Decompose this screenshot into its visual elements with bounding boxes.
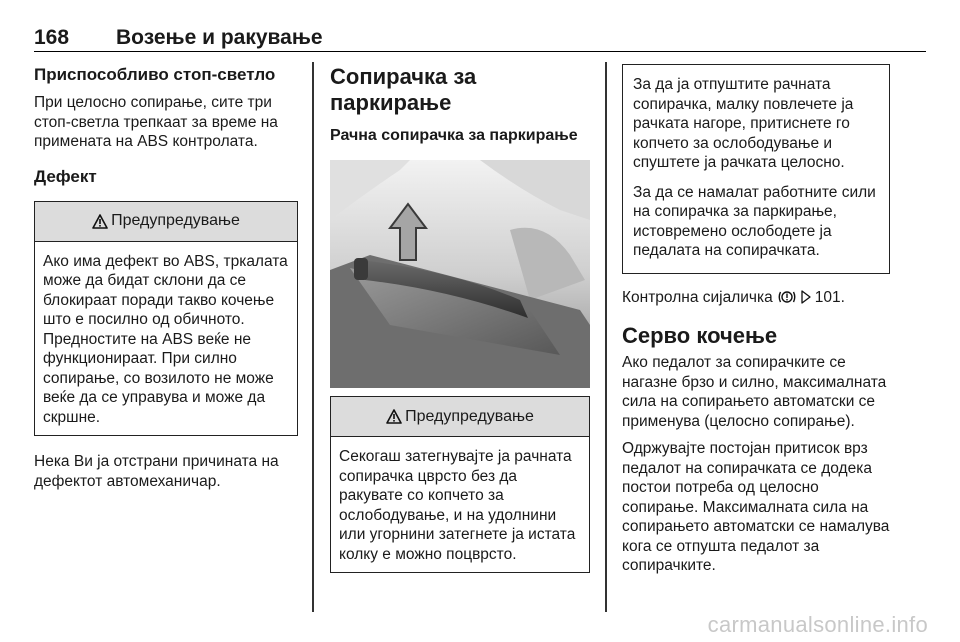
heading-parking-brake: Сопирачка за паркирање: [330, 64, 477, 115]
warning-title: Предупредување: [111, 212, 240, 229]
warning-triangle-icon: [92, 214, 108, 229]
header-rule: [34, 51, 926, 52]
column-left: [34, 64, 298, 491]
warning-text: Ако има дефект во ABS, тркалата може да бидат склони да се блокираат поради такво кочење што е посилно од обичното. Предностите на ABS веќе не функционираат. При силно сопирање, со возилото не може веќе да се управува и може да скршне.: [43, 252, 288, 426]
chapter-title: Возење и ракување: [116, 26, 323, 49]
heading-servo-braking: Серво кочење: [622, 323, 778, 348]
paragraph-release: За да ја отпуштите рачната сопирачка, малку повлечете ја рачката нагоре, притиснете го копчето за ослободување и спуштете ја рачката целосно.: [633, 76, 854, 171]
control-light-page: 101.: [814, 288, 845, 306]
paragraph-servo-2: Одржувајте постојан притисок врз педалот на сопирачката се додека постои потреба од целосно сопирање. Максималната сила на сопирањето автоматски се намалува кога се отпушта педалот за сопирачките.: [622, 440, 890, 574]
page-number: 168: [34, 26, 70, 49]
page-header: [34, 26, 926, 52]
warning-header: [331, 397, 589, 437]
paragraph-reduce-force: За да се намалат работните сили на сопирачка за паркирање, истовремено ослободете ја педалата на сопирачката.: [633, 183, 876, 259]
paragraph-stoplight: При целосно сопирање, сите три стоп-светла трепкаат за време на примената на ABS контролата.: [34, 94, 278, 150]
warning-box-defect: [34, 201, 298, 437]
column-divider-left: [312, 62, 314, 612]
warning-text: Секогаш затегнувајте ја рачната сопирачка цврсто без да ракувате со копчето за ослободување, и на удолнини или угорнини затегнете ја истата колку е можно поцврсто.: [339, 448, 576, 563]
control-light-label: Контролна сијаличка: [622, 288, 773, 306]
column-right: [622, 64, 890, 576]
heading-adaptive-stoplight: Приспособливо стоп-светло: [34, 65, 276, 84]
watermark: carmanualsonline.info: [707, 612, 928, 637]
brake-lamp-icon: [777, 289, 797, 305]
hand-brake-illustration: [330, 160, 590, 388]
control-light-reference: [622, 288, 890, 308]
warning-triangle-icon: [386, 409, 402, 424]
column-divider-right: [605, 62, 607, 612]
warning-box-parking: [330, 396, 590, 573]
release-instructions-box: [622, 64, 890, 274]
heading-defect: Дефект: [34, 166, 97, 186]
subheading-hand-brake: Рачна сопирачка за паркирање: [330, 127, 578, 144]
warning-title: Предупредување: [405, 407, 534, 425]
paragraph-servo-1: Ако педалот за сопирачките се нагазне брзо и силно, максималната сила на сопирањето автоматски се применува (целосно сопирање).: [622, 354, 887, 430]
paragraph-repair: Нека Ви ја отстрани причината на дефектот автомеханичар.: [34, 453, 279, 490]
release-button-shape: [354, 258, 368, 280]
column-middle: [330, 64, 590, 573]
warning-header: [35, 202, 297, 242]
page-reference-icon: [801, 290, 811, 304]
